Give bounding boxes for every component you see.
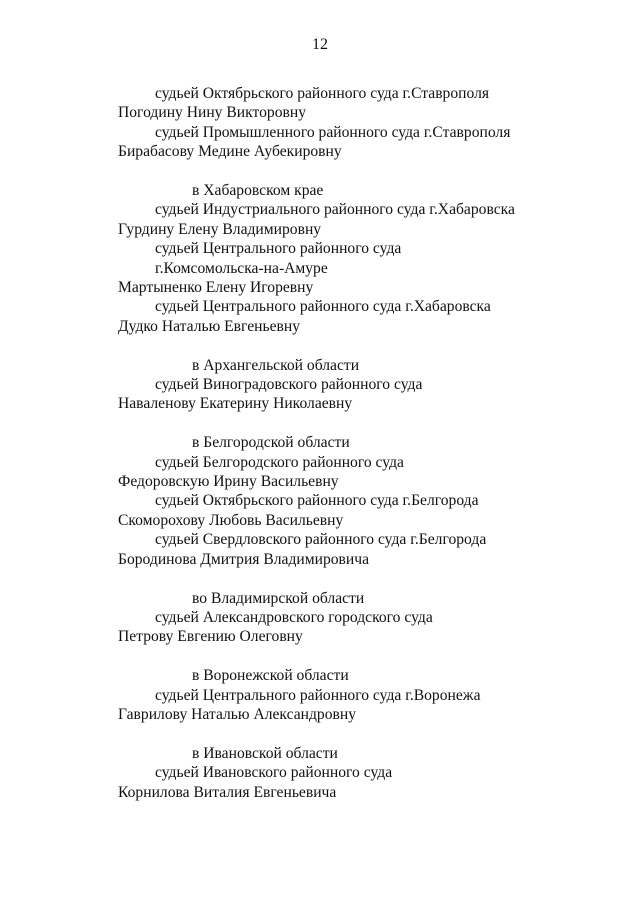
judge-name: Корнилова Виталия Евгеньевича — [118, 783, 337, 801]
section-gap — [118, 724, 618, 743]
judge-name: Наваленову Екатерину Николаевну — [118, 395, 353, 413]
judge-name: Бирабасову Медине Аубекировну — [118, 143, 342, 161]
judge-name: Гаврилову Наталью Александровну — [118, 705, 357, 723]
region-heading: во Владимирской области — [192, 589, 365, 607]
judge-name: Бородинова Дмитрия Владимировича — [118, 550, 370, 568]
judge-name: Гурдину Елену Владимировну — [118, 220, 322, 238]
court-position: судьей Центрального районного суда — [155, 240, 402, 258]
court-position: судьей Октябрьского районного суда г.Ставрополя — [155, 85, 490, 102]
court-position: судьей Свердловского районного суда г.Белгорода — [155, 531, 487, 549]
judge-name: Скоморохову Любовь Васильевну — [118, 511, 344, 529]
court-position: судьей Ивановского районного суда — [155, 764, 393, 782]
section-gap — [118, 569, 618, 588]
court-position: судьей Белгородского районного суда — [155, 453, 404, 471]
court-position: судьей Александровского городского суда — [155, 608, 433, 626]
region-heading: в Хабаровском крае — [192, 182, 324, 200]
judge-name: Петрову Евгению Олеговну — [118, 628, 303, 646]
region-heading: в Воронежской области — [192, 667, 349, 685]
court-position: судьей Центрального районного суда г.Воронежа — [155, 686, 481, 704]
judge-name: Федоровскую Ирину Васильевну — [118, 473, 339, 491]
region-heading: в Белгородской области — [192, 434, 350, 452]
court-position: судьей Октябрьского районного суда г.Белгорода — [155, 492, 479, 510]
section-gap — [118, 647, 618, 666]
page-number: 12 — [312, 36, 328, 53]
section-gap — [118, 336, 618, 355]
court-position: судьей Виноградовского районного суда — [155, 376, 423, 394]
court-position: судьей Промышленного районного суда г.Ставрополя — [155, 123, 511, 141]
judge-name: Погодину Нину Викторовну — [118, 104, 307, 122]
judge-name: Мартыненко Елену Игоревну — [118, 279, 314, 297]
section-gap — [118, 414, 618, 433]
court-position: судьей Индустриального районного суда г.Хабаровска — [155, 201, 515, 219]
court-position: г.Комсомольска-на-Амуре — [155, 259, 328, 277]
judge-name: Дудко Наталью Евгеньевну — [118, 317, 301, 335]
region-heading: в Архангельской области — [192, 356, 360, 374]
region-heading: в Ивановской области — [192, 744, 338, 762]
court-position: судьей Центрального районного суда г.Хабаровска — [155, 298, 491, 316]
appointment-list — [118, 84, 618, 802]
section-gap — [118, 162, 618, 181]
